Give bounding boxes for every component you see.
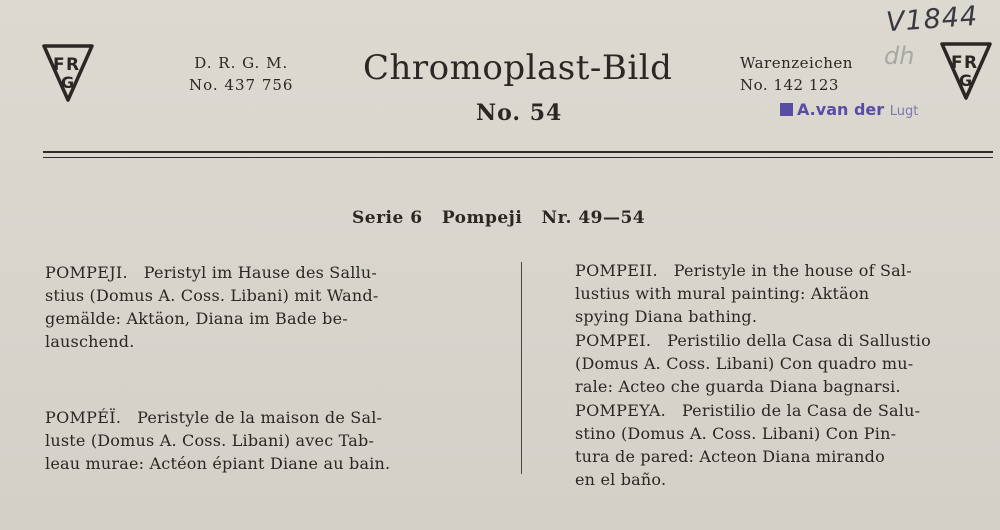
- stamp-text: A.van der: [797, 100, 885, 119]
- caption-line: POMPEI. Peristilio della Casa di Sallustio: [575, 331, 931, 350]
- drgm-number: No. 437 756: [189, 76, 294, 94]
- svg-text:G: G: [959, 71, 973, 90]
- caption-line: stino (Domus A. Coss. Libani) Con Pin-: [575, 424, 897, 443]
- caption-line: rale: Acteo che guarda Diana bagnarsi.: [575, 377, 901, 396]
- caption-lead: POMPEI.: [575, 331, 652, 350]
- caption-line: POMPEII. Peristyle in the house of Sal-: [575, 261, 912, 280]
- caption-lead: POMPEJI.: [45, 263, 128, 282]
- collector-stamp: [780, 100, 918, 119]
- svg-text:G: G: [61, 73, 75, 92]
- caption-line: stius (Domus A. Coss. Libani) mit Wand-: [45, 286, 379, 305]
- caption-line: tura de pared: Acteon Diana mirando: [575, 447, 885, 466]
- series-heading: Serie 6 Pompeji Nr. 49—54: [352, 208, 646, 228]
- header-rule-thin: [43, 157, 993, 158]
- caption-line: spying Diana bathing.: [575, 307, 758, 326]
- svg-text:F: F: [53, 55, 65, 75]
- caption-line: lauschend.: [45, 332, 135, 351]
- frg-logo-right: [938, 40, 994, 102]
- drgm-label: D. R. G. M.: [194, 54, 289, 72]
- trademark-registration: [740, 52, 853, 96]
- caption-line: POMPEJI. Peristyl im Hause des Sallu-: [45, 263, 377, 282]
- caption-spanish: [575, 399, 920, 491]
- stamp-square-mark: [780, 103, 793, 116]
- caption-french: [45, 406, 390, 475]
- trademark-number: No. 142 123: [740, 76, 839, 94]
- stamp-faint-text: Lugt: [889, 104, 919, 119]
- caption-line: gemälde: Aktäon, Diana im Bade be-: [45, 309, 348, 328]
- pencil-initials: dh: [884, 42, 915, 70]
- caption-line: lustius with mural painting: Aktäon: [575, 284, 870, 303]
- caption-lead: POMPEII.: [575, 261, 658, 280]
- card-number: No. 54: [476, 100, 563, 126]
- caption-lead: POMPÉÏ.: [45, 408, 122, 427]
- card-title: Chromoplast-Bild: [363, 48, 673, 88]
- column-divider: [521, 262, 522, 474]
- caption-italian: [575, 329, 931, 398]
- drgm-registration: [189, 52, 293, 96]
- frg-logo-left: [40, 42, 96, 104]
- caption-line: POMPÉÏ. Peristyle de la maison de Sal-: [45, 408, 383, 427]
- caption-line: POMPEYA. Peristilio de la Casa de Salu-: [575, 401, 921, 420]
- svg-text:R: R: [964, 53, 978, 73]
- caption-german: [45, 261, 378, 353]
- caption-line: (Domus A. Coss. Libani) Con quadro mu-: [575, 354, 914, 373]
- caption-lead: POMPEYA.: [575, 401, 667, 420]
- caption-line: luste (Domus A. Coss. Libani) avec Tab-: [45, 431, 375, 450]
- caption-line: en el baño.: [575, 470, 667, 489]
- caption-english: [575, 259, 912, 328]
- header-rule-thick: [43, 151, 993, 153]
- trademark-label: Warenzeichen: [740, 54, 853, 72]
- handwritten-inventory-code: V1844: [885, 0, 980, 39]
- svg-text:F: F: [951, 53, 963, 73]
- caption-line: leau murae: Actéon épiant Diane au bain.: [45, 454, 391, 473]
- svg-text:R: R: [66, 55, 80, 75]
